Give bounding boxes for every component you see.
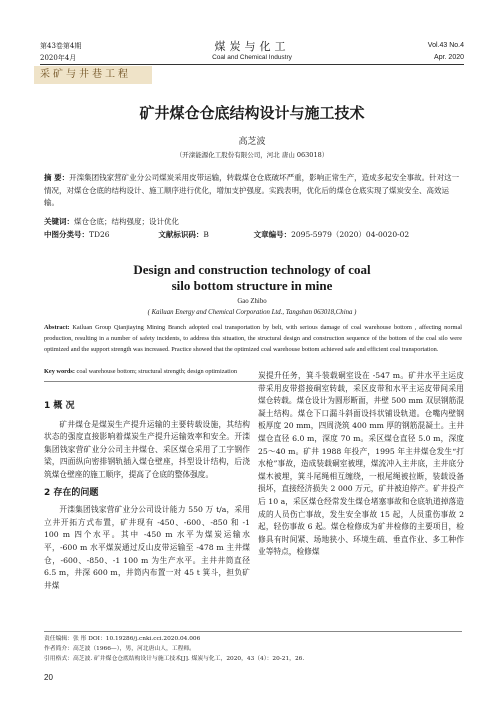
paragraph-overview: 矿井煤仓是煤炭生产提升运输的主要转载设施，其结构状态的强度直接影响着煤炭生产提升运输效率和安全。开滦集团钱家营矿业分公司主井煤仓、采区煤仓采用了工字钢作梁，四面纵向密排钢轨插入煤仓壁座，抖型设计结构，后浇筑煤仓壁座的施工顺序，提高了仓底的整体强度。 [44,419,250,479]
paragraph-problems: 开滦集团钱家营矿业分公司设计能力 550 万 t/a，采用立井开拓方式布置，矿井现有 -450、-600、-850 和 -1 100 m 四个水平。其中 -450 m 水平为煤炭运输水平，-600 m 水平煤炭通过反山皮带运输至 -478 m 主井煤仓，-600、-850、-1 100 m 为生产水平。主井井筒直径 6.5 m，井深 600 m，井筒内布置一对 45 t 箕斗，担负矿井煤 [44,505,250,590]
keywords-cn-text: 煤仓仓底；结构强度；设计优化 [74,217,179,226]
journal-name-cn: 煤炭与化工 [214,40,290,53]
paper-title-cn: 矿井煤仓仓底结构设计与施工技术 [139,104,365,122]
paper-title-en-line1: Design and construction technology of coal [133,262,371,277]
doc-code-value: B [203,230,209,239]
doc-code-label: 文献标识码： [158,230,204,239]
abstract-cn [44,172,462,210]
affiliation-cn: （开滦能源化工股份有限公司，河北 唐山 063018） [175,151,329,159]
page-number: 20 [44,673,53,682]
keywords-en-text: coal warehouse bottom; structural strength; design optimization [76,368,238,375]
keywords-en-label: Key words: [44,368,75,375]
paper-title-en-line2: silo bottom structure in mine [171,278,333,293]
right-column [258,370,464,559]
footnote-editor: 责任编辑：张 彤 DOI：10.19286/j.cnki.cci.2020.04.006 [44,636,201,642]
author-cn: 高芝波 [238,137,266,147]
abstract-cn-text: 开滦集团钱家营矿业分公司煤炭采用皮带运输，转载煤仓仓底破坏严重，影响正常生产，造成多起安全事故。针对这一情况，对煤仓仓底的结构设计、施工顺序进行优化，增加支护强度。实践表明，优化后的煤仓仓底实现了煤炭安全、高效运输。 [44,173,460,207]
clc-label: 中图分类号： [44,230,89,239]
header-date-cn: 2020年4月 [40,54,77,62]
classification-row [44,229,462,242]
article-number-value: 2095-5979（2020）04-0020-02 [291,230,410,239]
abstract-en-text: Kailuan Group Qianjiaying Mining Branch adopted coal transportation by belt, with serious damage of coal warehouse bottom , affecting normal production, resulting in a number of safety incidents, to address this situation, the structural design and construction sequence of the bottom of the coal silo were optimized and the support strength was increased. Practice showed that the optimized coal warehouse bottom achieved safe and efficient coal transportation. [44,324,462,353]
header-rule [40,64,464,65]
section-heading-2: 2 存在的问题 [44,487,99,498]
abstract-en [44,322,462,355]
keywords-cn [44,216,462,229]
header-volume-en: Vol.43 No.4 [427,42,464,49]
header-date-en: Apr. 2020 [434,54,464,61]
keywords-cn-label: 关键词： [44,217,74,226]
affiliation-en: ( Kailuan Energy and Chemical Corporation Ltd., Tangshan 063018,China ) [147,309,357,316]
header-volume-cn: 第43卷第4期 [40,42,82,50]
abstract-en-label: Abstract: [44,324,70,331]
footnote-rule [44,631,462,632]
paragraph-problems-cont: 炭提升任务，箕斗装载硐室设在 -547 m。矿井水平主运皮带采用皮带搭接硐室转载，采区皮带和水平主运皮带间采用煤仓转载。煤仓设计为圆形断面，井壁 500 mm 双层钢筋混凝土结构。煤仓下口漏斗斜面设抖状铺设轨道。仓嘴内壁钢板厚度 20 mm，四周浇筑 400 mm 厚的钢筋混凝土。主井煤仓直径 6.0 m，深度 70 m。采区煤仓直径 5.0 m，深度 25～40 m。矿井 1988 年投产，1995 年主井煤仓发生“打水枪”事故，造成装载硐室被埋，煤流冲入主井底，主井底分煤木被埋，箕斗尾绳相互缠绕，一根尾绳被拉断，装载设备损坏，直接经济损失 2 000 万元，矿井被迫停产。矿井投产后 10 a，采区煤仓经常发生煤仓堵塞事故和仓底轨道掉落造成的人员伤亡事故，发生安全事故 15 起，人员重伤事故 2 起，轻伤事故 6 起。煤仓检修成为矿井检修的主要项目，检修具有时间紧、场地狭小、环境生疏、垂直作业、多工种作业等特点，检修煤 [258,371,464,557]
section-label: 采矿与井巷工程 [34,66,152,84]
section-heading-1: 1 概 况 [44,401,75,411]
left-column [44,400,250,592]
journal-name-en: Coal and Chemical Industry [212,54,292,61]
footnote-author: 作者简介：高芝波（1966—），男，河北唐山人，工程师。 [44,646,195,652]
author-en: Gao Zhibo [237,298,267,305]
footnote-citation: 引用格式：高芝波. 矿井煤仓仓底结构设计与施工技术[J]. 煤炭与化工，2020，43（4）：20-21，26. [44,656,305,662]
abstract-cn-label: 摘 要： [44,173,70,182]
clc-value: TD26 [89,230,110,239]
article-number-label: 文章编号： [253,230,292,239]
